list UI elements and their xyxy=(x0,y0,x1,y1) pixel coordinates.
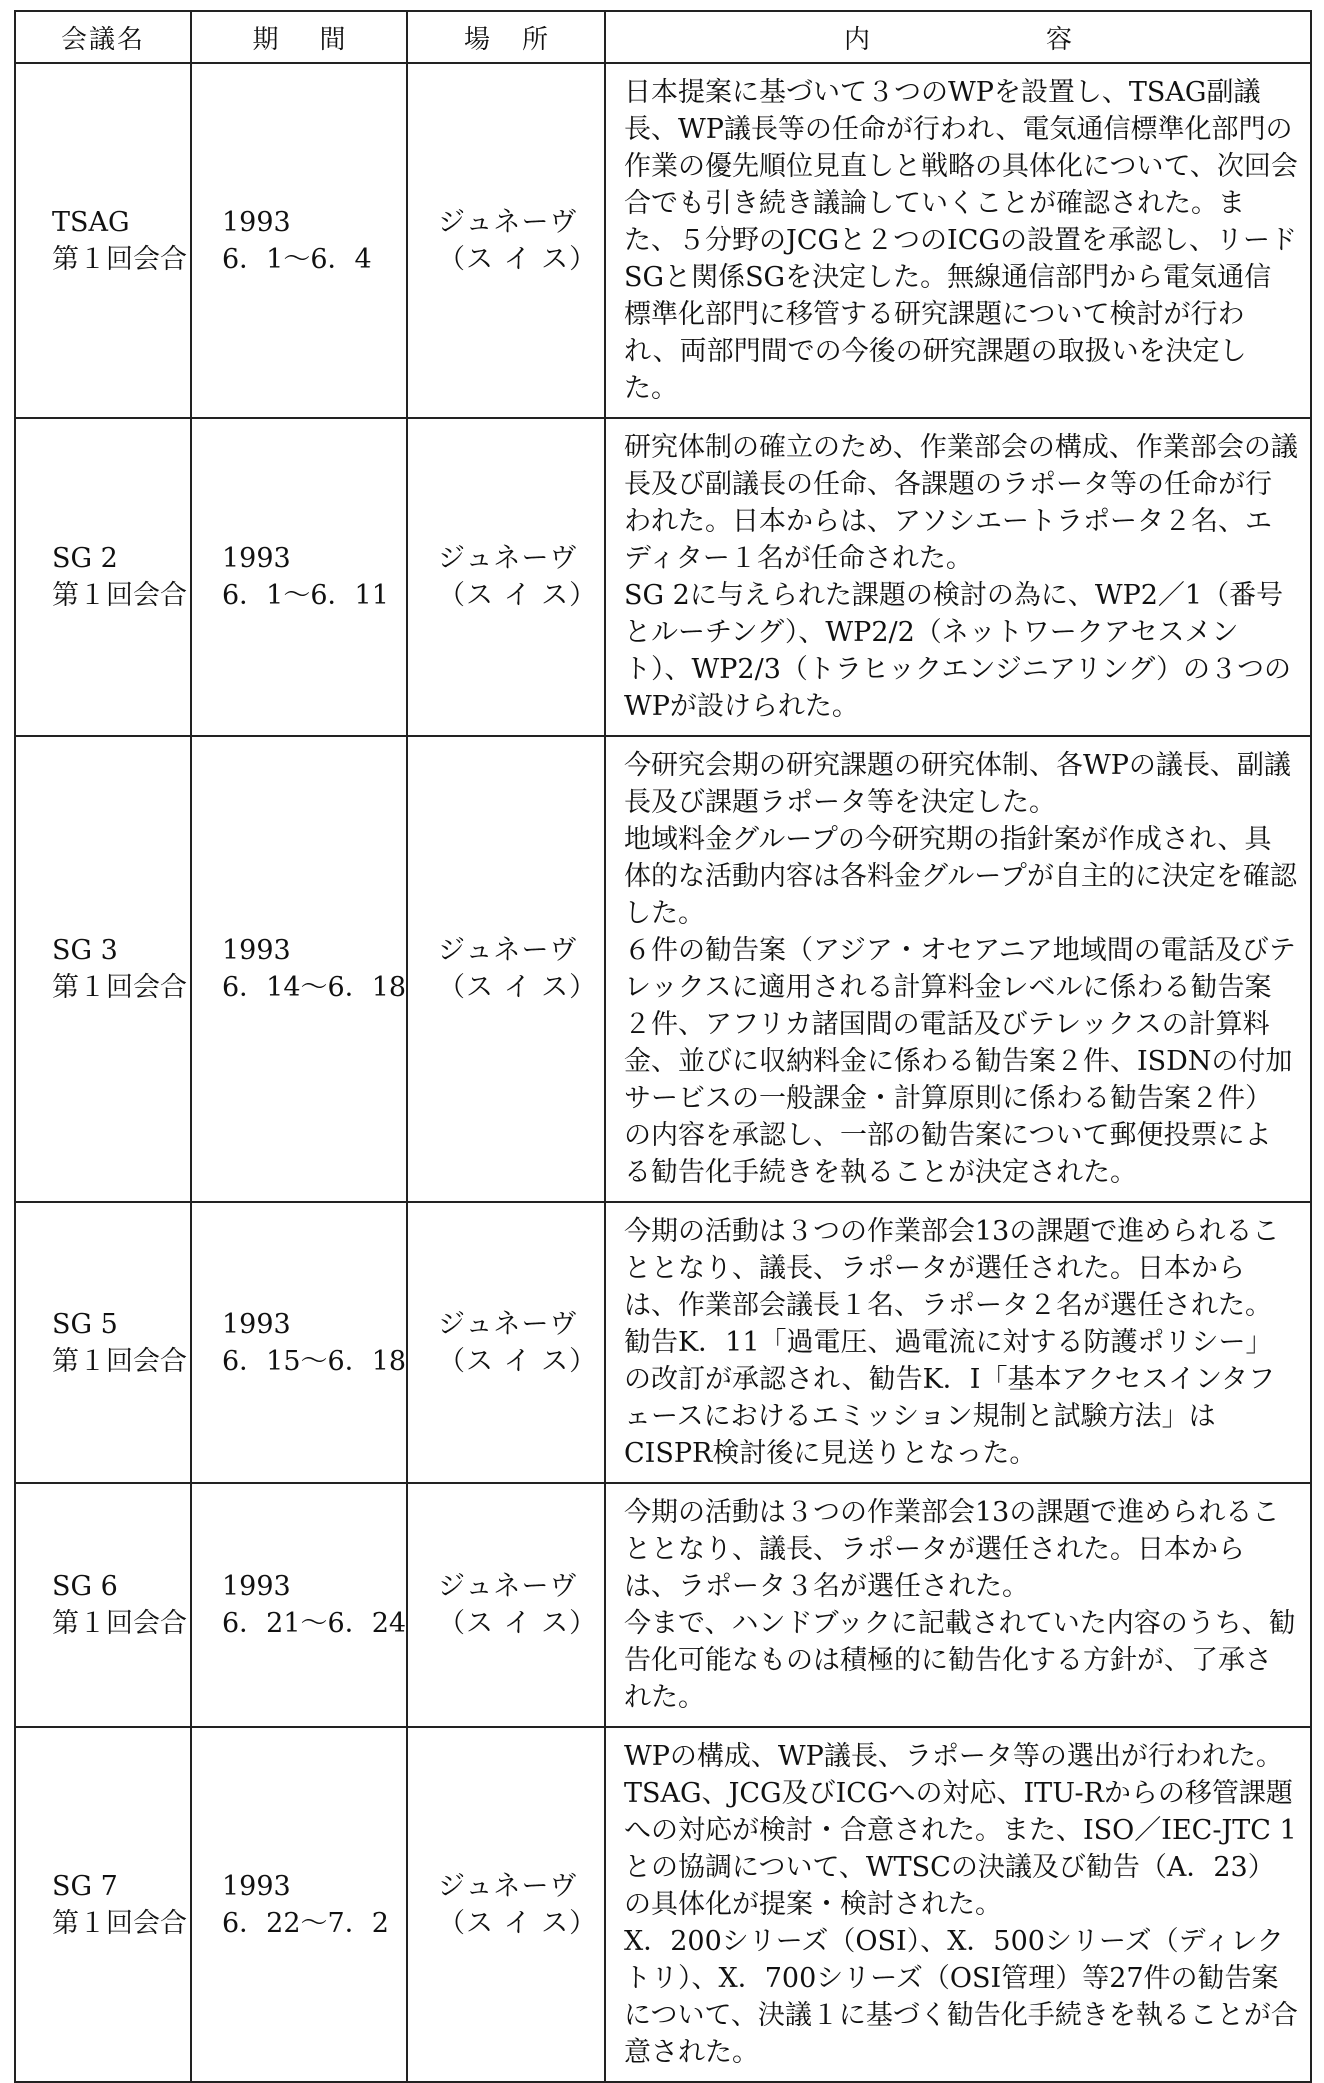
place-city: ジュネーヴ xyxy=(438,1308,578,1340)
period-dates: 6．1～6．11 xyxy=(222,580,389,611)
period-year: 1993 xyxy=(222,1308,291,1340)
header-meeting-name: 会議名 xyxy=(15,11,191,63)
period-dates: 6．22～7．2 xyxy=(222,1907,389,1939)
content-paragraph: 今期の活動は３つの作業部会13の課題で進められることとなり、議長、ラポータが選任された。日本からは、作業部会議長１名、ラポータ２名が選任された。 xyxy=(624,1216,1280,1321)
meeting-session: 第１回会合 xyxy=(52,1608,187,1639)
content-paragraph: WPの構成、WP議長、ラポータ等の選出が行われた。TSAG、JCG及びICGへの対応、ITU-Rからの移管課題への対応が検討・合意された。また、ISO／IEC-JTC 1との協調について、WTSCの決議及び勧告（A．23）の具体化が提案・検討された。 xyxy=(624,1741,1297,1920)
meeting-name: SG 2 xyxy=(52,543,118,574)
meeting-name-cell xyxy=(15,418,191,736)
meeting-session: 第１回会合 xyxy=(52,243,187,275)
content-cell xyxy=(605,736,1311,1202)
place-city: ジュネーヴ xyxy=(438,1571,578,1602)
table-row xyxy=(15,1727,1311,2082)
place-city: ジュネーヴ xyxy=(438,1870,578,1902)
content-paragraph: 今まで、ハンドブックに記載されていた内容のうち、勧告化可能なものは積極的に勧告化する方針が、了承された。 xyxy=(624,1608,1296,1713)
place-country: （ス イ ス） xyxy=(438,1608,598,1639)
meeting-session: 第１回会合 xyxy=(52,580,187,611)
period-cell xyxy=(191,418,407,736)
period-cell xyxy=(191,1202,407,1483)
content-paragraph: X．200シリーズ（OSI）、X．500シリーズ（ディレクトリ）、X．700シリーズ（OSI管理）等27件の勧告案について、決議１に基づく勧告化手続きを執ることが合意された。 xyxy=(624,1926,1298,2068)
content-paragraph: 日本提案に基づいて３つのWPを設置し、TSAG副議長、WP議長等の任命が行われ、電気通信標準化部門の作業の優先順位見直しと戦略の具体化について、次回会合でも引き続き議論していくことが確認された。また、５分野のJCGと２つのICGの設置を承認し、リードSGと関係SGを決定した。無線通信部門から電気通信標準化部門に移管する研究課題について検討が行われ、両部門間での今後の研究課題の取扱いを決定した。 xyxy=(624,77,1298,404)
period-dates: 6．14～6．18 xyxy=(222,972,407,1003)
content-cell xyxy=(605,63,1311,418)
place-city: ジュネーヴ xyxy=(438,935,578,966)
table-body xyxy=(15,63,1311,2082)
period-year: 1993 xyxy=(222,543,291,574)
content-paragraph: 勧告K．11「過電圧、過電流に対する防護ポリシー」の改訂が承認され、勧告K．I「基本アクセスインタフェースにおけるエミッション規制と試験方法」はCISPR検討後に見送りとなった。 xyxy=(624,1327,1276,1469)
content-paragraph: 今研究会期の研究課題の研究体制、各WPの議長、副議長及び課題ラポータ等を決定した。 xyxy=(624,750,1291,818)
period-year: 1993 xyxy=(222,1870,291,1902)
period-cell xyxy=(191,736,407,1202)
meeting-name-cell xyxy=(15,1483,191,1727)
period-dates: 6．15～6．18 xyxy=(222,1345,407,1377)
meeting-session: 第１回会合 xyxy=(52,1345,187,1377)
meeting-name: SG 6 xyxy=(52,1571,118,1602)
period-year: 1993 xyxy=(222,935,291,966)
content-cell xyxy=(605,418,1311,736)
table-row xyxy=(15,736,1311,1202)
place-city: ジュネーヴ xyxy=(438,543,578,574)
place-country: （ス イ ス） xyxy=(438,1907,598,1939)
table-row xyxy=(15,1202,1311,1483)
meeting-name-cell xyxy=(15,1202,191,1483)
period-cell xyxy=(191,63,407,418)
table-row xyxy=(15,418,1311,736)
header-period: 期 間 xyxy=(191,11,407,63)
table-header-row xyxy=(15,11,1311,63)
header-place: 場 所 xyxy=(407,11,605,63)
content-paragraph: 今期の活動は３つの作業部会13の課題で進められることとなり、議長、ラポータが選任された。日本からは、ラポータ３名が選任された。 xyxy=(624,1497,1280,1602)
meetings-table xyxy=(14,10,1312,2083)
content-paragraph: 研究体制の確立のため、作業部会の構成、作業部会の議長及び副議長の任命、各課題のラポータ等の任命が行われた。日本からは、アソシエートラポータ２名、エディター１名が任命された。 xyxy=(624,432,1298,574)
meeting-name-cell xyxy=(15,1727,191,2082)
place-cell xyxy=(407,736,605,1202)
period-dates: 6．1～6．4 xyxy=(222,243,372,275)
place-cell xyxy=(407,1483,605,1727)
table-row xyxy=(15,1483,1311,1727)
content-paragraph: ６件の勧告案（アジア・オセアニア地域間の電話及びテレックスに適用される計算料金レベルに係わる勧告案２件、アフリカ諸国間の電話及びテレックスの計算料金、並びに収納料金に係わる勧告案２件、ISDNの付加サービスの一般課金・計算原則に係わる勧告案２件）の内容を承認し、一部の勧告案について郵便投票による勧告化手続きを執ることが決定された。 xyxy=(624,935,1296,1188)
meeting-name: SG 3 xyxy=(52,935,118,966)
meeting-name-cell xyxy=(15,736,191,1202)
content-cell xyxy=(605,1483,1311,1727)
content-cell xyxy=(605,1202,1311,1483)
place-city: ジュネーヴ xyxy=(438,206,578,238)
meeting-name: TSAG xyxy=(52,206,130,238)
content-cell xyxy=(605,1727,1311,2082)
period-year: 1993 xyxy=(222,1571,291,1602)
place-cell xyxy=(407,418,605,736)
place-cell xyxy=(407,1727,605,2082)
place-cell xyxy=(407,1202,605,1483)
period-cell xyxy=(191,1483,407,1727)
meeting-session: 第１回会合 xyxy=(52,972,187,1003)
place-country: （ス イ ス） xyxy=(438,1345,598,1377)
place-country: （ス イ ス） xyxy=(438,972,598,1003)
meeting-session: 第１回会合 xyxy=(52,1907,187,1939)
meeting-name-cell xyxy=(15,63,191,418)
header-content: 内 容 xyxy=(605,11,1311,63)
place-country: （ス イ ス） xyxy=(438,243,598,275)
place-country: （ス イ ス） xyxy=(438,580,598,611)
period-dates: 6．21～6．24 xyxy=(222,1608,407,1639)
content-paragraph: SG 2に与えられた課題の検討の為に、WP2／1（番号とルーチング）、WP2/2（ネットワークアセスメント）、WP2/3（トラヒックエンジニアリング）の３つのWPが設けられた。 xyxy=(624,580,1292,722)
period-year: 1993 xyxy=(222,206,291,238)
meeting-name: SG 5 xyxy=(52,1308,118,1340)
content-paragraph: 地域料金グループの今研究期の指針案が作成され、具体的な活動内容は各料金グループが自主的に決定を確認した。 xyxy=(624,824,1297,929)
document-page xyxy=(14,10,1310,2083)
period-cell xyxy=(191,1727,407,2082)
place-cell xyxy=(407,63,605,418)
meeting-name: SG 7 xyxy=(52,1870,118,1902)
table-row xyxy=(15,63,1311,418)
